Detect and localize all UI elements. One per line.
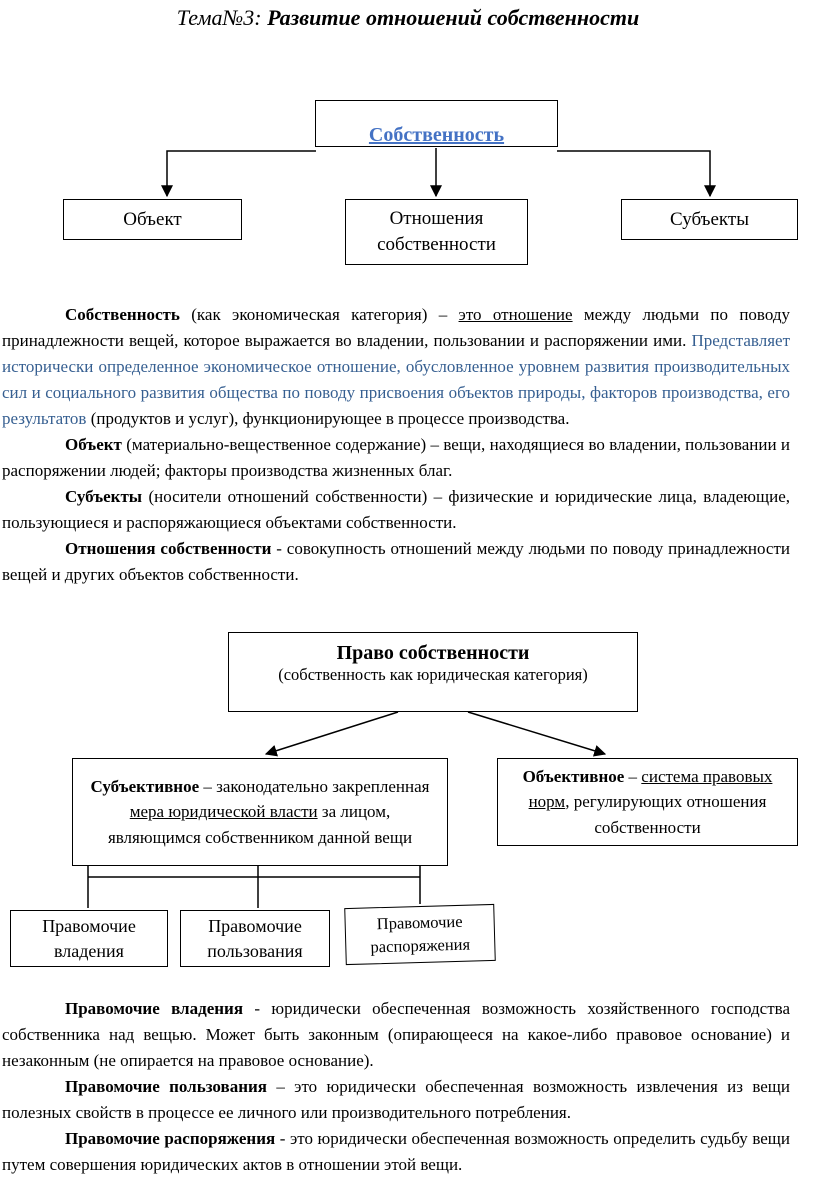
text-segment: - совокупность отношений между людьми по поводу принадлежности вещей и других объектов собственности. [2,539,790,584]
definitions-text-block [0,302,816,588]
flowchart-box-property-right-root [228,632,638,712]
title-prefix: Тема№3: [176,5,262,30]
text-segment: Представляет исторически определенное экономическое отношение, обусловленное уровнем развития производительных сил и социального развития общества по поводу присвоения объектов природы, факторов производства, его результатов [2,331,790,428]
paragraph-object [2,432,790,484]
paragraph-power-disposal [2,1126,790,1178]
flowchart-box-power-use [180,910,330,967]
connector-root-to-object [167,151,316,196]
text-segment: - юридически обеспеченная возможность хозяйственного господства собственника над вещью. Может быть законным (опирающееся на какое-либо правовое основание) и незаконным (не опирается на правовое основание). [2,999,790,1070]
text-segment: система правовых норм [528,766,773,812]
text-segment: Отношения собственности [65,539,277,558]
text-segment: , регулирующих отношения собственности [565,792,767,837]
subjects-label: Субъекты [670,208,749,230]
text-segment: Объект [65,435,127,454]
flowchart-box-subjects [621,199,798,240]
powers-text-block [0,996,816,1178]
object-label: Объект [123,208,182,230]
flowchart-box-object [63,199,242,240]
flowchart-box-ownership-root [315,100,558,147]
objective-text [506,764,789,841]
text-segment: Объективное [522,766,625,786]
text-segment: Субъекты [65,487,149,506]
text-segment: - это юридически обеспеченная возможность определить судьбу вещи путем совершения юридических актов в отношении этой вещи. [2,1129,790,1174]
text-segment: (как экономическая категория) – [191,305,459,324]
text-segment: за лицом, являющимся собственником данной вещи [107,802,413,847]
text-segment: Правомочие пользования [65,1077,267,1096]
flowchart-box-subjective [72,758,448,866]
text-segment: это отношение [458,305,573,324]
text-segment: (носители отношений собственности) – физические и юридические лица, владеющие, пользующиеся и распоряжающиеся объектами собственности. [2,487,790,532]
paragraph-ownership [2,302,790,432]
property-right-title: Право собственности [336,642,530,664]
text-segment: – законодательно закрепленная [199,776,430,796]
connector-right-to-objective [468,712,605,754]
power-use-label: Правомочие пользования [207,916,303,961]
text-segment: (продуктов и услуг), функционирующее в процессе производства. [90,409,570,428]
title-main: Развитие отношений собственности [261,5,640,30]
flowchart-box-objective [497,758,798,846]
relations-label: Отношения собственности [377,208,496,255]
power-possession-label: Правомочие владения [42,916,136,961]
paragraph-relations [2,536,790,588]
text-segment: – [624,766,642,786]
flowchart-box-power-disposal [344,904,496,965]
text-segment: мера юридической власти [129,802,318,822]
property-right-subtitle: (собственность как юридическая категория) [278,665,588,684]
text-segment: Субъективное [90,776,200,796]
connector-root-to-subjects [557,151,710,196]
flowchart-box-relations [345,199,528,265]
paragraph-subjects [2,484,790,536]
power-disposal-label: Правомочие распоряжения [370,912,471,956]
paragraph-power-use [2,1074,790,1126]
text-segment: Собственность [65,305,192,324]
ownership-root-label: Собственность [368,124,505,146]
paragraph-power-possession [2,996,790,1074]
text-segment: Правомочие распоряжения [65,1129,280,1148]
text-segment: Правомочие владения [65,999,255,1018]
text-segment: – это юридически обеспеченная возможность извлечения из вещи полезных свойств в процессе ее личного или производительного потребления. [2,1077,790,1122]
connector-right-to-subjective [266,712,398,754]
text-segment: между людьми по поводу принадлежности вещей, которое выражается во владении, пользовании и распоряжении ими. [2,305,791,350]
flowchart-box-power-possession [10,910,168,967]
subjective-text [83,774,437,851]
text-segment: (материально-вещественное содержание) – вещи, находящиеся во владении, пользовании и распоряжении людей; факторы производства жизненных благ. [2,435,790,480]
